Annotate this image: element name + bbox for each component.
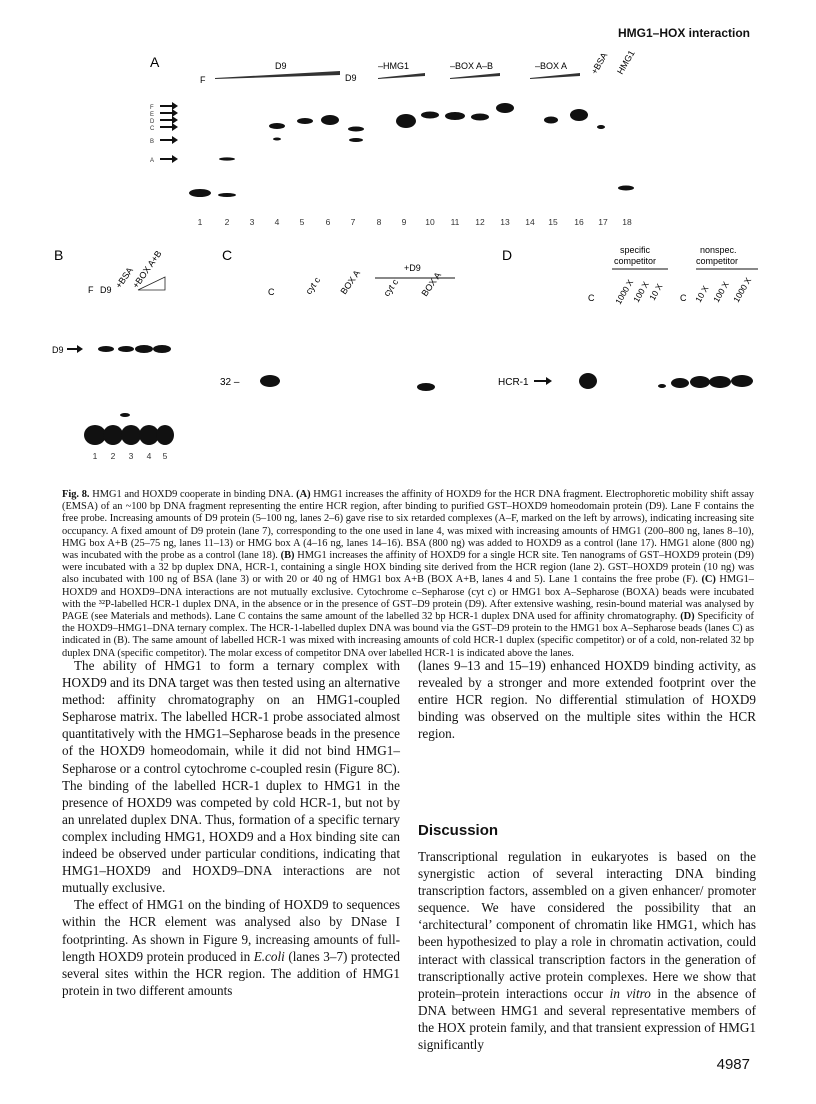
- section-heading-discussion: Discussion: [418, 822, 499, 839]
- svg-text:12: 12: [475, 217, 485, 227]
- panel-a-label-hmg1: –HMG1: [378, 61, 410, 71]
- svg-text:2: 2: [110, 451, 116, 461]
- panel-d-lane-10x-ns: 10 X: [693, 283, 711, 304]
- panel-c-letter: C: [222, 247, 233, 263]
- svg-text:13: 13: [500, 217, 510, 227]
- panel-b-label-f: F: [88, 285, 94, 295]
- svg-text:15: 15: [548, 217, 558, 227]
- complex-label: D: [150, 119, 155, 125]
- panel-b-label-bsa: +BSA: [113, 265, 135, 291]
- caption-lead: Fig. 8.: [62, 489, 90, 500]
- panel-d-lane-100x-ns: 100 X: [711, 279, 731, 304]
- panel-c-lane-boxa-d9: BOX A: [419, 270, 444, 299]
- complex-arrows: [160, 102, 178, 163]
- complex-label: F: [150, 105, 154, 111]
- panel-c-lane-cytc-d9: cyt c: [381, 277, 401, 299]
- svg-text:3: 3: [128, 451, 134, 461]
- panel-c-gel-bands: [260, 375, 435, 391]
- svg-text:9: 9: [401, 217, 407, 227]
- panel-a-lane-numbers: [198, 217, 632, 227]
- svg-text:4: 4: [274, 217, 280, 227]
- panel-a-gradient: [450, 73, 500, 79]
- panel-d-specific-label-1: specific: [620, 245, 651, 255]
- svg-text:7: 7: [350, 217, 356, 227]
- body-column-right: [418, 657, 756, 742]
- panel-a-label-hmg1-alone: HMG1: [615, 48, 637, 76]
- panel-d-lane-10x: 10 X: [647, 281, 665, 302]
- panel-d-lane-c: C: [588, 293, 595, 303]
- figure-8: [40, 45, 776, 485]
- body-column-right-discussion: [418, 848, 756, 1053]
- panel-a-label-d9-fixed: D9: [345, 73, 357, 83]
- panel-d-probe-label: HCR-1: [498, 377, 529, 388]
- svg-text:3: 3: [249, 217, 255, 227]
- panel-c-group-label: +D9: [404, 263, 421, 273]
- panel-d-lane-100x: 100 X: [631, 279, 651, 304]
- panel-a-label-bsa: +BSA: [589, 50, 610, 76]
- panel-b-label-boxab: +BOX A+B: [130, 248, 164, 291]
- panel-a-gel-bands: [189, 103, 634, 197]
- svg-text:10: 10: [425, 217, 435, 227]
- panel-c-lane-boxa: BOX A: [338, 268, 363, 297]
- panel-d-lane-1000x: 1000 X: [613, 277, 636, 306]
- panel-b-d9-label: D9: [52, 345, 64, 355]
- panel-a-label-d9: D9: [275, 61, 287, 71]
- paragraph: (lanes 9–13 and 15–19) enhanced HOXD9 binding activity, as revealed by a stronger and more extended footprint over the entire HCR region. No differential stimulation of HOXD9 binding was observed on the multiple sites within the HCR region.: [418, 658, 756, 742]
- svg-text:16: 16: [574, 217, 584, 227]
- panel-c-size-label: 32 –: [220, 377, 240, 388]
- complex-label: B: [150, 139, 155, 145]
- panel-a-label-f: F: [200, 75, 206, 85]
- svg-text:14: 14: [525, 217, 535, 227]
- complex-label: A: [150, 158, 155, 164]
- svg-text:6: 6: [325, 217, 331, 227]
- svg-text:4: 4: [146, 451, 152, 461]
- panel-a-gradient: [378, 73, 425, 79]
- svg-text:18: 18: [622, 217, 632, 227]
- panel-b-letter: B: [54, 247, 64, 263]
- panel-b-d9-arrow: [67, 345, 83, 353]
- panel-b-lane-numbers: [93, 451, 168, 461]
- panel-d-nonspecific-label-2: competitor: [696, 256, 739, 266]
- running-header: HMG1–HOX interaction: [617, 26, 750, 40]
- panel-a-gradient: [215, 71, 340, 79]
- complex-label: E: [150, 112, 155, 118]
- paragraph: The ability of HMG1 to form a ternary complex with HOXD9 and its DNA target was then tested using an alternative method: affinity chromatography on an HMG1-coupled Sepharose matrix. The labelled HCR-1 probe associated almost quantitatively with the HMG1–Sepharose beads in the presence of the HOXD9 homeodomain, while it did not bind HMG1–Sepharose or a control cytochrome c-coupled resin (Figure 8C). The binding of the labelled HCR-1 duplex to HMG1 in the presence of HOXD9 was competed by cold HCR-1, but not by an unrelated duplex DNA. Thus, formation of a specific ternary complex including HMG1, HOXD9 and a Hox binding site can indeed be observed under particular conditions, indicating that HMG1–HOXD9 and HOXD9–DNA interactions are not mutually exclusive.: [62, 658, 400, 896]
- panel-d-specific-label-2: competitor: [614, 256, 657, 266]
- panel-d-lane-1000x-ns: 1000 X: [731, 275, 754, 304]
- panel-d-nonspecific-label-1: nonspec.: [700, 245, 737, 255]
- panel-a-letter: A: [150, 54, 160, 70]
- svg-text:2: 2: [224, 217, 230, 227]
- figure-caption: Fig. 8. HMG1 and HOXD9 cooperate in binding DNA. (A) HMG1 increases the affinity of HOXD9 for the HCR DNA fragment. Electrophoretic mobility shift assay (EMSA) of an ~100 bp DNA fragment representing the entire HCR region, after binding to purified GST–HOXD9 homeodomain protein (D9). Lane F contains the free probe. Increasing amounts of D9 protein (5–100 ng, lanes 2–6) gave rise to six retarded complexes (A–F, marked on the left by arrows), indicating increasing site occupancy. A fixed amount of D9 protein (lane 7), corresponding to the one used in lane 4, was mixed with increasing amounts of HMG1 (200–800 ng, lanes 8–10), HMG box A+B (25–75 ng, lanes 11–13) or HMG box A (4–16 ng, lanes 14–16). BSA (800 ng) was added to HOXD9 as a control (lane 17). HMG1 alone (800 ng) was incubated with the probe as a control (lane 18). (B) HMG1 increases the affinity of HOXD9 for a single HCR site. Ten nanograms of GST–HOXD9 protein (D9) were incubated with a 32 bp duplex DNA, HCR-1, containing a single HOX binding site derived from the HCR region (lane 2). GST–HOXD9 protein (10 ng) was also incubated with 100 ng of BSA (lane 3) or with 20 or 40 ng of HMG1 box A+B (BOX A+B, lanes 4 and 5). Lane 1 contains the free probe (F). (C) HMG1–HOXD9 and HOXD9–DNA interactions are not mutually exclusive. Cytochrome c–Sepharose (cyt c) or HMG1 box A–Sepharose (BOXA) beads were incubated with the ³²P-labelled HCR-1 duplex DNA, in the absence or in the presence of GST–D9 protein (D9). After extensive washing, resin-bound material was analysed by PAGE (see Materials and methods). Lane C contains the same amount of the labelled 32 bp HCR-1 duplex DNA used for affinity chromatography. (D) Specificity of the HOXD9–HMG1–DNA ternary complex. The HCR-1-labelled duplex DNA was bound via the GST–D9 protein to the HMG1 box A–Sepharose beads (lanes C) as indicated in (B). The same amount of labelled HCR-1 was mixed with increasing amounts of cold HCR-1 duplex (specific competitor) or of a cold, non-related 32 bp duplex DNA (specific competitor). The molar excess of competitor DNA over labelled HCR-1 is indicated above the lanes.: [62, 489, 755, 659]
- panel-d-gel-bands: [579, 373, 753, 389]
- body-column-left: [62, 657, 400, 999]
- svg-text:1: 1: [197, 217, 203, 227]
- svg-text:17: 17: [598, 217, 608, 227]
- paragraph: The effect of HMG1 on the binding of HOXD9 to sequences within the HCR element was analysed also by DNase I footprinting. As shown in Figure 9, increasing amounts of full-length HOXD9 protein produced in E.coli (lanes 3–7) protected several sites within the HCR region. The addition of HMG1 protein in two different amounts: [62, 897, 400, 998]
- panel-b-label-d9: D9: [100, 285, 112, 295]
- panel-a-gradient: [530, 73, 580, 79]
- svg-text:1: 1: [92, 451, 98, 461]
- paragraph: Transcriptional regulation in eukaryotes is based on the synergistic action of several interacting DNA binding transcription factors, assembled on a given enhancer/ promoter sequence. We have considered the possibility that an ‘architectural’ component of chromatin like HMG1, which has been hypothesized to play a role in chromatin activation, could interact with classical transcription factors in the generation of transcriptionally active protein complexes. Here we show that protein–protein interactions occur in vitro in the absence of DNA between HMG1 and several representative members of the HOX protein family, and that transient expression of HMG1 significantly: [418, 849, 757, 1053]
- panel-d-lane-c2: C: [680, 293, 687, 303]
- complex-label: C: [150, 126, 155, 132]
- panel-c-lane-cytc: cyt c: [303, 275, 323, 297]
- svg-text:5: 5: [162, 451, 168, 461]
- page-number: 4987: [716, 1056, 750, 1073]
- panel-d-letter: D: [502, 247, 513, 263]
- panel-d-probe-arrow: [534, 377, 552, 385]
- panel-a-label-boxab: –BOX A–B: [450, 61, 494, 71]
- svg-text:8: 8: [376, 217, 382, 227]
- panel-a-label-boxa: –BOX A: [535, 61, 568, 71]
- svg-text:5: 5: [299, 217, 305, 227]
- panel-b-gel-bands: [84, 345, 174, 445]
- svg-text:11: 11: [450, 217, 460, 227]
- panel-c-lane-c: C: [268, 287, 275, 297]
